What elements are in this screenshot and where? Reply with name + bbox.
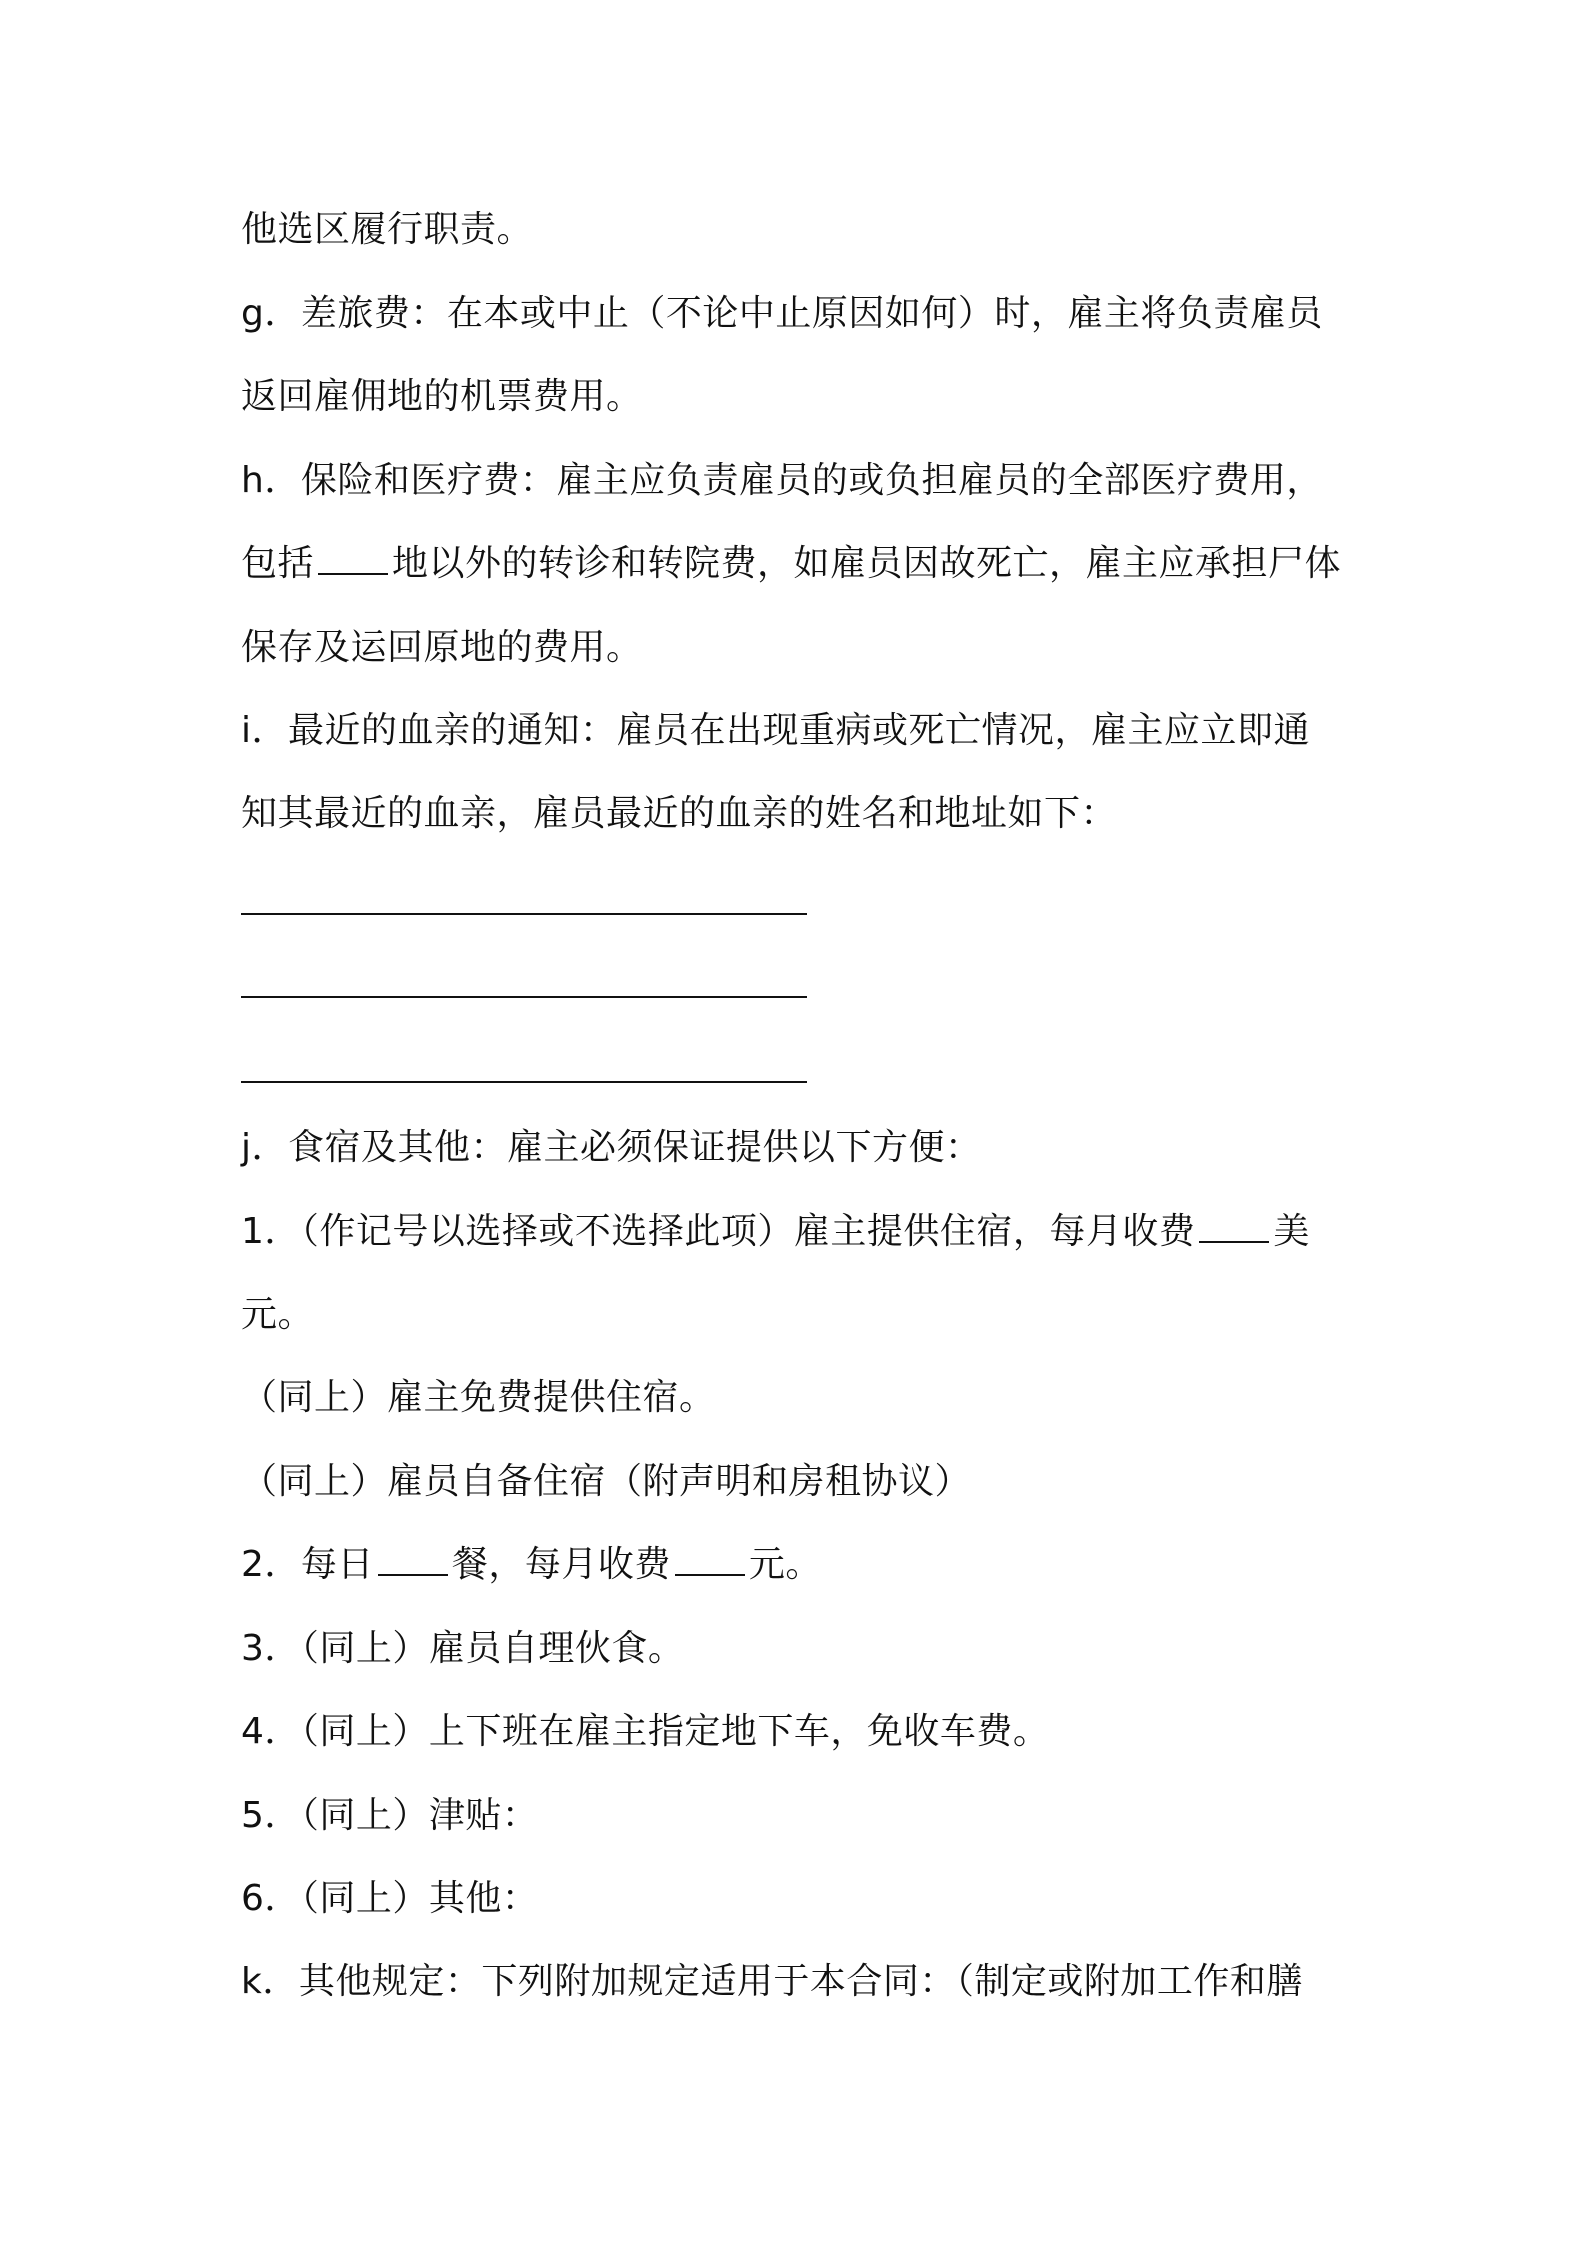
signature-line [241,996,807,998]
list-item: 6．（同上）其他： [241,1878,539,1919]
text-segment: 元。 [748,1544,822,1585]
paragraph-line [241,540,1361,588]
list-item: （同上）雇主免费提供住宿。 [241,1377,716,1418]
list-item: （同上）雇员自备住宿（附声明和房租协议） [241,1461,972,1502]
list-item [241,1541,1361,1589]
fill-blank [1199,1211,1269,1243]
list-item: 5．（同上）津贴： [241,1795,539,1836]
text-segment: 餐，每月收费 [451,1544,671,1585]
text-segment: 2．每日 [241,1544,374,1585]
clause-i: i．最近的血亲的通知：雇员在出现重病或死亡情况，雇主应立即通 [241,710,1311,751]
paragraph-line: 元。 [241,1294,315,1335]
text-segment: 包括 [241,543,315,584]
paragraph-line: 知其最近的血亲，雇员最近的血亲的姓名和地址如下： [241,793,1118,834]
paragraph-line: 保存及运回原地的费用。 [241,627,643,668]
clause-h: h．保险和医疗费：雇主应负责雇员的或负担雇员的全部医疗费用， [241,460,1323,501]
text-segment: 地以外的转诊和转院费，如雇员因故死亡，雇主应承担尸体 [392,543,1342,584]
text-segment: 1．（作记号以选择或不选择此项）雇主提供住宿，每月收费 [241,1211,1196,1252]
text-segment: 美 [1273,1211,1310,1252]
signature-line [241,1081,807,1083]
fill-blank [675,1544,745,1576]
paragraph-line: 返回雇佣地的机票费用。 [241,376,643,417]
clause-j: j．食宿及其他：雇主必须保证提供以下方便： [241,1127,982,1168]
list-item [241,1208,1361,1256]
paragraph-line: 他选区履行职责。 [241,209,534,250]
list-item: 4．（同上）上下班在雇主指定地下车，免收车费。 [241,1711,1050,1752]
list-item: 3．（同上）雇员自理伙食。 [241,1628,685,1669]
signature-line [241,913,807,915]
fill-blank [378,1544,448,1576]
fill-blank [318,543,388,575]
clause-g: g．差旅费：在本或中止（不论中止原因如何）时，雇主将负责雇员 [241,293,1323,334]
clause-k: k．其他规定：下列附加规定适用于本合同：（制定或附加工作和膳 [241,1961,1303,2002]
